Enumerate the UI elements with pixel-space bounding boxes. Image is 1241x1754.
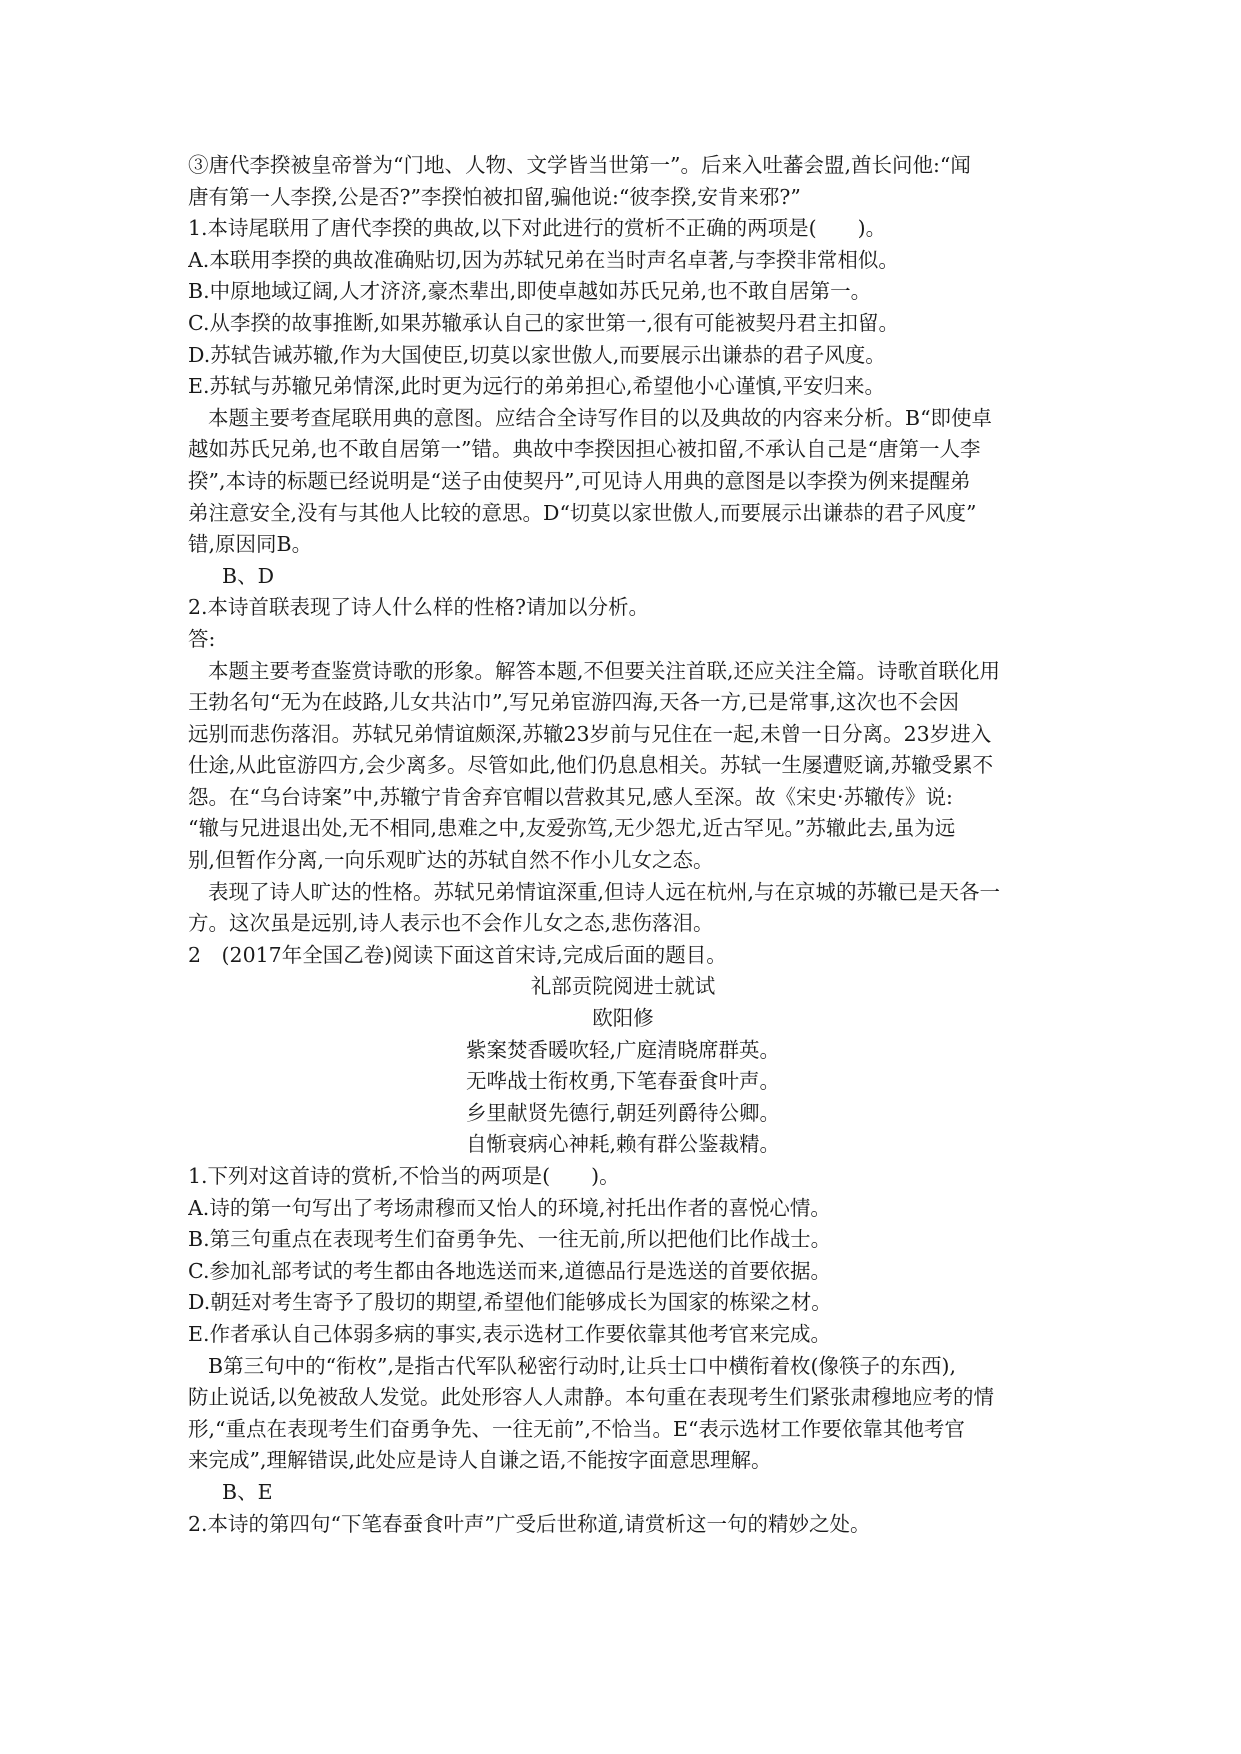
section-2-question-2-stem: 2.本诗的第四句“下笔春蚕食叶声”广受后世称道,请赏析这一句的精妙之处。	[188, 1511, 871, 1536]
section-2-question-1-answer: B、E	[222, 1479, 273, 1504]
question-1-analysis-line: 揆”,本诗的标题已经说明是“送子由使契丹”,可见诗人用典的意图是以李揆为例来提醒弟	[188, 468, 971, 493]
section-2-question-1-option-e: E.作者承认自己体弱多病的事实,表示选材工作要依靠其他考官来完成。	[188, 1321, 831, 1346]
section-2-question-1-option-d: D.朝廷对考生寄予了殷切的期望,希望他们能够成长为国家的栋梁之材。	[188, 1290, 832, 1315]
section-2-intro: 2 (2017年全国乙卷)阅读下面这首宋诗,完成后面的题目。	[188, 942, 727, 967]
poem-line: 自惭衰病心神耗,赖有群公鉴裁精。	[465, 1132, 780, 1157]
question-1-option-a: A.本联用李揆的典故准确贴切,因为苏轼兄弟在当时声名卓著,与李揆非常相似。	[188, 247, 899, 272]
section-2-question-1-option-b: B.第三句重点在表现考生们奋勇争先、一往无前,所以把他们比作战士。	[188, 1227, 832, 1252]
question-2-analysis-line: 别,但暂作分离,一向乐观旷达的苏轼自然不作小儿女之态。	[188, 848, 714, 873]
question-1-analysis-line: 弟注意安全,没有与其他人比较的意思。D“切莫以家世傲人,而要展示出谦恭的君子风度”	[188, 500, 977, 525]
question-2-analysis-line: 仕途,从此宦游四方,会少离多。尽管如此,他们仍息息相关。苏轼一生屡遭贬谪,苏辙受累不	[188, 753, 994, 778]
question-1-option-e: E.苏轼与苏辙兄弟情深,此时更为远行的弟弟担心,希望他小心谨慎,平安归来。	[188, 374, 886, 399]
poem-title: 礼部贡院阅进士就试	[530, 974, 716, 999]
section-2-question-1-stem: 1.下列对这首诗的赏析,不恰当的两项是( )。	[188, 1164, 620, 1188]
section-2-question-1-analysis-line: 来完成”,理解错误,此处应是诗人自谦之语,不能按字面意思理解。	[188, 1448, 772, 1473]
poem-line: 紫案焚香暖吹轻,广庭清晓席群英。	[465, 1037, 780, 1062]
question-2-analysis-line: “辙与兄进退出处,无不相同,患难之中,友爱弥笃,无少怨尤,近古罕见。”苏辙此去,虽为远	[188, 816, 956, 841]
question-2-stem: 2.本诗首联表现了诗人什么样的性格?请加以分析。	[188, 595, 650, 620]
question-1-option-b: B.中原地域辽阔,人才济济,豪杰辈出,即使卓越如苏氏兄弟,也不敢自居第一。	[188, 279, 872, 304]
footnote-3-line-1: ③唐代李揆被皇帝誉为“门地、人物、文学皆当世第一”。后来入吐蕃会盟,酋长问他:“闻	[188, 153, 971, 177]
question-1-option-c: C.从李揆的故事推断,如果苏辙承认自己的家世第一,很有可能被契丹君主扣留。	[188, 310, 900, 335]
question-2-analysis-line: 怨。在“乌台诗案”中,苏辙宁肯舍弃官帽以营救其兄,感人至深。故《宋史·苏辙传》说:	[188, 784, 953, 809]
section-2-question-1-analysis-line: 防止说话,以免被敌人发觉。此处形容人人肃静。本句重在表现考生们紧张肃穆地应考的情	[188, 1385, 995, 1410]
section-2-question-1-analysis-line: B第三句中的“衔枚”,是指古代军队秘密行动时,让兵士口中横衔着枚(像筷子的东西),	[208, 1353, 957, 1378]
question-2-answer-label: 答:	[188, 626, 216, 651]
poem-line: 乡里献贤先德行,朝廷列爵待公卿。	[465, 1100, 780, 1125]
question-1-stem: 1.本诗尾联用了唐代李揆的典故,以下对此进行的赏析不正确的两项是( )。	[188, 216, 887, 241]
question-2-answer-line: 方。这次虽是远别,诗人表示也不会作儿女之态,悲伤落泪。	[188, 911, 714, 936]
poem-author: 欧阳修	[592, 1006, 654, 1031]
document-body	[188, 150, 1058, 1540]
section-2-question-1-analysis-line: 形,“重点在表现考生们奋勇争先、一往无前”,不恰当。E“表示选材工作要依靠其他考官	[188, 1416, 965, 1441]
footnote-3-line-2: 唐有第一人李揆,公是否?”李揆怕被扣留,骗他说:“彼李揆,安肯来邪?”	[188, 184, 801, 209]
question-1-answer: B、D	[222, 563, 275, 588]
question-2-analysis-line: 王勃名句“无为在歧路,儿女共沾巾”,写兄弟宦游四海,天各一方,已是常事,这次也不会因	[188, 690, 960, 715]
question-1-analysis-line: 本题主要考查尾联用典的意图。应结合全诗写作目的以及典故的内容来分析。B“即使卓	[208, 405, 993, 430]
question-1-analysis-line: 越如苏氏兄弟,也不敢自居第一”错。典故中李揆因担心被扣留,不承认自己是“唐第一人李	[188, 437, 981, 462]
question-2-analysis-line: 本题主要考查鉴赏诗歌的形象。解答本题,不但要关注首联,还应关注全篇。诗歌首联化用	[208, 658, 1001, 683]
question-2-analysis-line: 远别而悲伤落泪。苏轼兄弟情谊颇深,苏辙23岁前与兄住在一起,未曾一日分离。23岁进入	[188, 721, 992, 746]
poem-line: 无哗战士衔枚勇,下笔春蚕食叶声。	[465, 1069, 780, 1094]
section-2-question-1-option-c: C.参加礼部考试的考生都由各地选送而来,道德品行是选送的首要依据。	[188, 1258, 831, 1283]
question-1-analysis-line: 错,原因同B。	[188, 532, 313, 557]
question-2-answer-line: 表现了诗人旷达的性格。苏轼兄弟情谊深重,但诗人远在杭州,与在京城的苏辙已是天各一	[208, 879, 1001, 904]
question-1-option-d: D.苏轼告诫苏辙,作为大国使臣,切莫以家世傲人,而要展示出谦恭的君子风度。	[188, 342, 886, 367]
section-2-question-1-option-a: A.诗的第一句写出了考场肃穆而又怡人的环境,衬托出作者的喜悦心情。	[188, 1195, 831, 1220]
